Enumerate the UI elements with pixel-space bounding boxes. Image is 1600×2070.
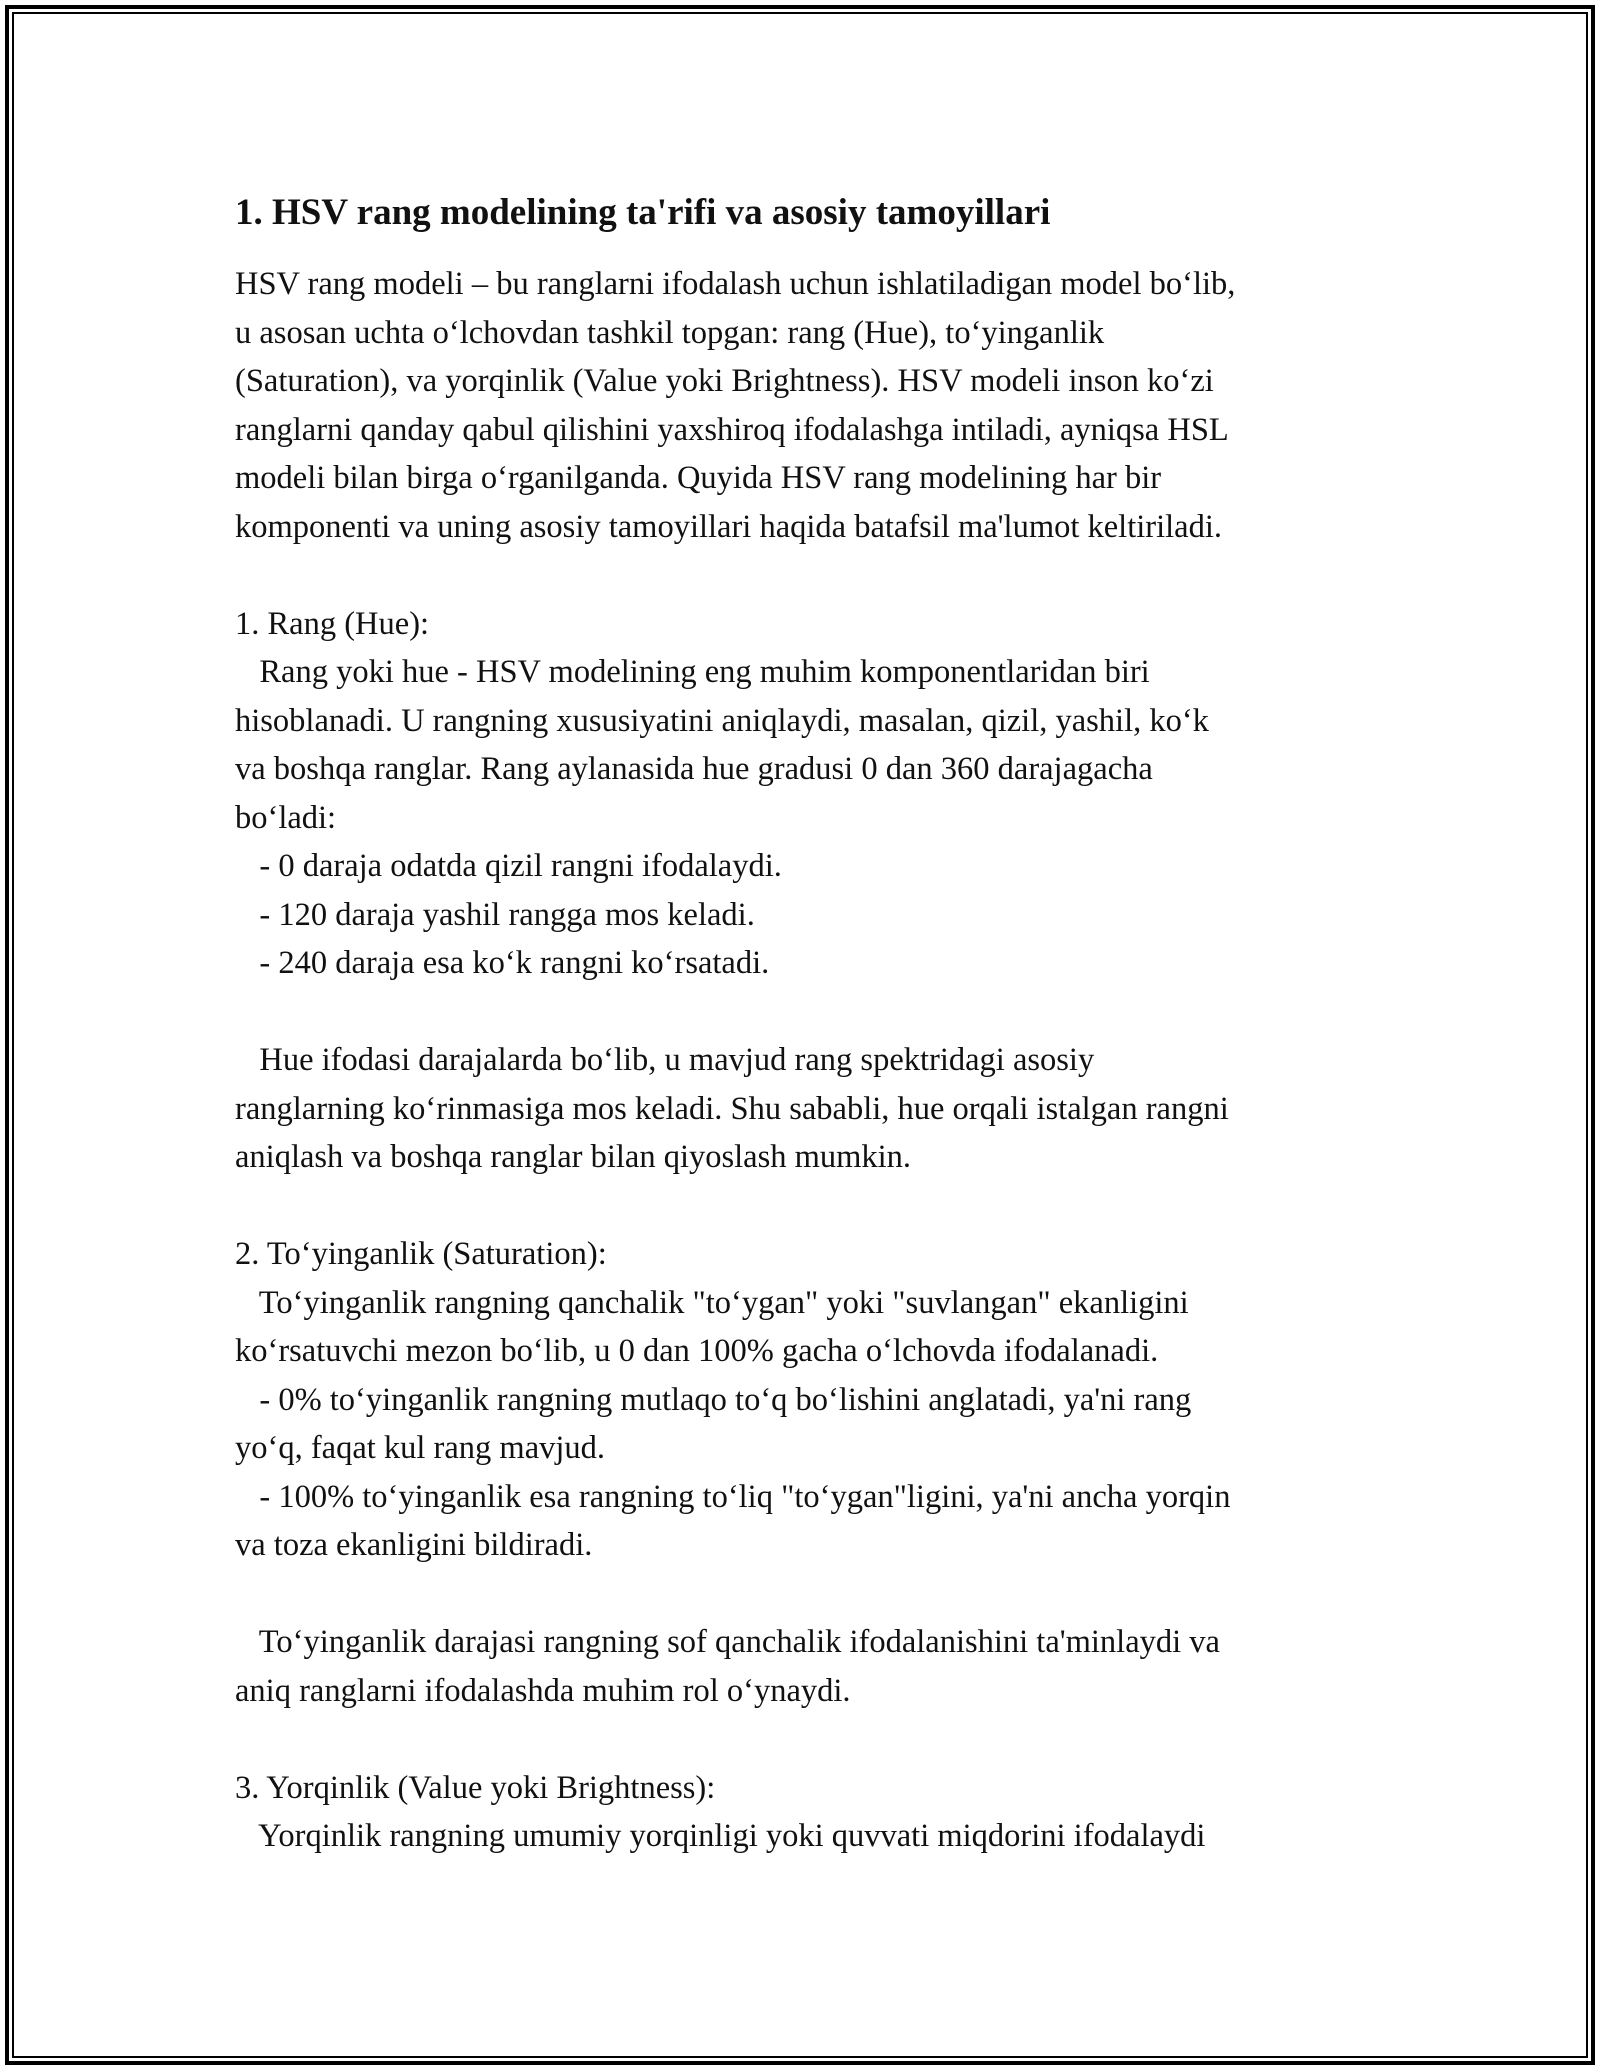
text-line: bo‘ladi:: [235, 799, 337, 836]
text-line: hisoblanadi. U rangning xususiyatini aniqlaydi, masalan, qizil, yashil, ko‘k: [235, 702, 1209, 739]
blank-line: [235, 1182, 1385, 1231]
list-item: - 100% to‘yinganlik esa rangning to‘liq "to‘ygan"ligini, ya'ni ancha yorqin: [235, 1478, 1231, 1515]
text-line: aniq ranglarni ifodalashda muhim rol o‘ynaydi.: [235, 1672, 851, 1709]
text-line: komponenti va uning asosiy tamoyillari haqida batafsil ma'lumot keltiriladi.: [235, 508, 1222, 545]
list-item: - 0 daraja odatda qizil rangni ifodalaydi.: [235, 848, 782, 884]
text-line: va toza ekanligini bildiradi.: [235, 1527, 593, 1563]
text-line: (Saturation), va yorqinlik (Value yoki Brightness). HSV modeli inson ko‘zi: [235, 363, 1214, 399]
blank-line: [235, 1570, 1385, 1619]
text-line: modeli bilan birga o‘rganilganda. Quyida HSV rang modelining har bir: [235, 460, 1162, 496]
text-line: To‘yinganlik darajasi rangning sof qanchalik ifodalanishini ta'minlaydi va: [235, 1624, 1220, 1660]
list-item: - 240 daraja esa ko‘k rangni ko‘rsatadi.: [235, 945, 770, 981]
text-line: To‘yinganlik rangning qanchalik "to‘ygan" yoki "suvlangan" ekanligini: [235, 1284, 1189, 1321]
document-body: [235, 188, 1385, 1861]
paragraph-block: [235, 260, 1385, 1861]
blank-line: [235, 988, 1385, 1037]
section-heading: 1. HSV rang modelining ta'rifi va asosiy tamoyillari: [235, 192, 1051, 233]
text-line: yo‘q, faqat kul rang mavjud.: [235, 1430, 606, 1466]
text-line: Rang yoki hue - HSV modelining eng muhim komponentlaridan biri: [235, 654, 1150, 690]
text-line: ranglarning ko‘rinmasiga mos keladi. Shu sababli, hue orqali istalgan rangni: [235, 1090, 1229, 1127]
text-line: Hue ifodasi darajalarda bo‘lib, u mavjud rang spektridagi asosiy: [235, 1042, 1095, 1078]
subheading-saturation: 2. To‘yinganlik (Saturation):: [235, 1236, 607, 1272]
blank-line: [235, 551, 1385, 600]
text-line: va boshqa ranglar. Rang aylanasida hue gradusi 0 dan 360 darajagacha: [235, 751, 1153, 787]
blank-line: [235, 1715, 1385, 1764]
text-line: HSV rang modeli – bu ranglarni ifodalash uchun ishlatiladigan model bo‘lib,: [235, 266, 1236, 302]
list-item: - 120 daraja yashil rangga mos keladi.: [235, 896, 755, 933]
text-line: ranglarni qanday qabul qilishini yaxshiroq ifodalashga intiladi, ayniqsa HSL: [235, 411, 1229, 448]
subheading-hue: 1. Rang (Hue):: [235, 605, 430, 642]
subheading-brightness: 3. Yorqinlik (Value yoki Brightness):: [235, 1769, 716, 1806]
text-line: u asosan uchta o‘lchovdan tashkil topgan: rang (Hue), to‘yinganlik: [235, 314, 1105, 351]
text-line: ko‘rsatuvchi mezon bo‘lib, u 0 dan 100% gacha o‘lchovda ifodalanadi.: [235, 1333, 1159, 1369]
text-line: Yorqinlik rangning umumiy yorqinligi yoki quvvati miqdorini ifodalaydi: [235, 1818, 1206, 1854]
list-item: - 0% to‘yinganlik rangning mutlaqo to‘q bo‘lishini anglatadi, ya'ni rang: [235, 1381, 1192, 1418]
text-line: aniqlash va boshqa ranglar bilan qiyoslash mumkin.: [235, 1139, 912, 1175]
